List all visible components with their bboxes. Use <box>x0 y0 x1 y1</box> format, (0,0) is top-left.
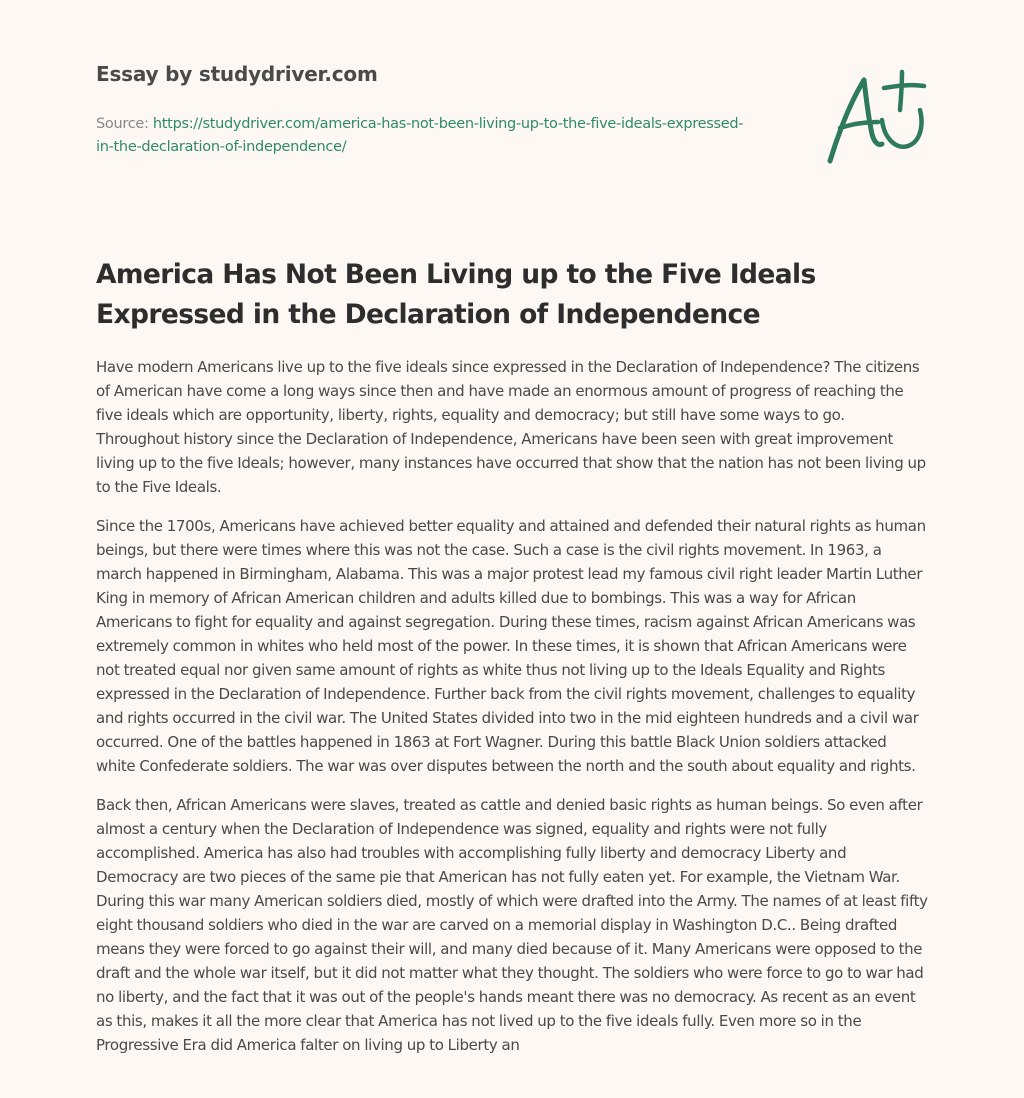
essay-header <box>96 62 756 159</box>
paragraph: Back then, African Americans were slaves, treated as cattle and denied basic rights as human beings. So even after almost a century when the Declaration of Independence was signed, equality and rights were not fully accomplished. America has also had troubles with accomplishing fully liberty and democracy Liberty and Democracy are two pieces of the same pie that American has not fully eaten yet. For example, the Vietnam War. During this war many American soldiers died, mostly of which were drafted into the Army. The names of at least fifty eight thousand soldiers who died in the war are carved on a memorial display in Washington D.C.. Being drafted means they were forced to go against their will, and many died because of it. Many Americans were opposed to the draft and the whole war itself, but it did not matter what they thought. The soldiers who were force to go to war had no liberty, and the fact that it was out of the people's hands meant there was no democracy. As recent as an event as this, makes it all the more clear that America has not lived up to the five ideals fully. Even more so in the Progressive Era did America falter on living up to Liberty an <box>96 796 928 1054</box>
source-label: Source: <box>96 116 153 132</box>
paragraph: Have modern Americans live up to the five ideals since expressed in the Declaration of Independence? The citizens of American have come a long ways since then and have made an enormous amount of progress of reaching the five ideals which are opportunity, liberty, rights, equality and democracy; but still have some ways to go. Throughout history since the Declaration of Independence, Americans have been seen with great improvement living up to the five Ideals; however, many instances have occurred that show that the nation has not been living up to the Five Ideals. <box>96 358 926 496</box>
a-plus-logo-icon <box>822 66 932 166</box>
essay-body <box>96 355 928 1072</box>
essay-title: America Has Not Been Living up to the Five Ideals Expressed in the Declaration of Independence <box>96 259 816 330</box>
site-brand: Essay by studydriver.com <box>96 62 378 86</box>
paragraph: Since the 1700s, Americans have achieved better equality and attained and defended their natural rights as human beings, but there were times where this was not the case. Such a case is the civil rights movement. In 1963, a march happened in Birmingham, Alabama. This was a major protest lead my famous civil right leader Martin Luther King in memory of African American children and adults killed due to bombings. This was a way for African Americans to fight for equality and against segregation. During these times, racism against African Americans was extremely common in whites who held most of the power. In these times, it is shown that African Americans were not treated equal nor given same amount of rights as white thus not living up to the Ideals Equality and Rights expressed in the Declaration of Independence. Further back from the civil rights movement, challenges to equality and rights occurred in the civil war. The United States divided into two in the mid eighteen hundreds and a civil war occurred. One of the battles happened in 1863 at Fort Wagner. During this battle Black Union soldiers attacked white Confederate soldiers. The war was over disputes between the north and the south about equality and rights. <box>96 517 926 775</box>
source-link[interactable]: https://studydriver.com/america-has-not-been-living-up-to-the-five-ideals-expressed-in-the-declaration-of-independence/ <box>96 116 744 155</box>
source-line <box>96 113 756 159</box>
